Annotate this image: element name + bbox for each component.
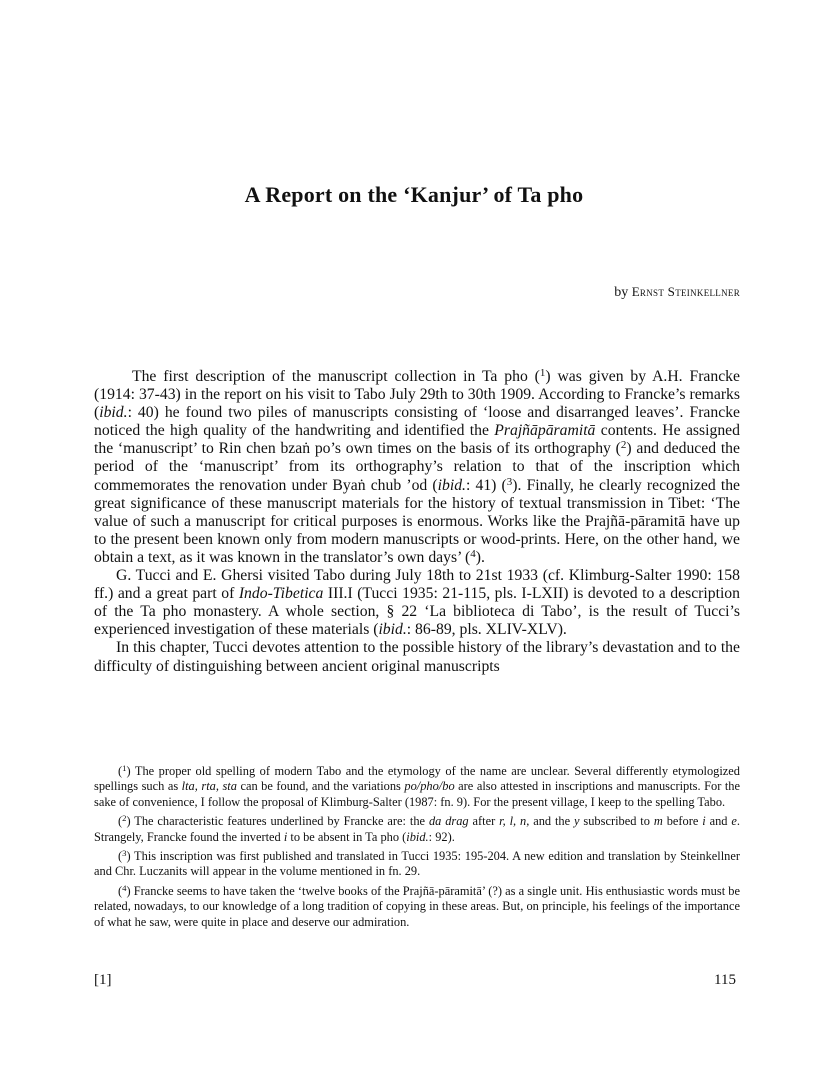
italic-text: i (702, 814, 706, 829)
note-ref: 2 (620, 439, 627, 452)
italic-text: Indo-Tibetica (238, 585, 324, 603)
article-title: A Report on the ‘Kanjur’ of Ta pho (244, 182, 584, 207)
footnotes (94, 764, 740, 934)
body-text (94, 368, 740, 676)
note-ref: 4 (122, 882, 127, 893)
byline (614, 284, 740, 301)
italic-text: e (731, 814, 737, 829)
paragraph-2: G. Tucci and E. Ghersi visited Tabo during July 18th to 21st 1933 (cf. Klimburg-Salter 1990: 158 ff.) and a great part of Indo-Tibetica III.I (Tucci 1935: 21-115, pls. I-LXII) is devoted to a description of the Ta pho monastery. A whole section, § 22 ‘La biblioteca di Tabo’, is the result of Tucci’s experienced investigation of these materials (ibid.: 86-89, pls. XLIV-XLV). (94, 567, 740, 639)
note-ref: 4 (470, 548, 476, 560)
italic-text: po/pho/bo (404, 779, 455, 794)
footnote-2: ($^2$) The characteristic features underlined by Francke are: the da drag after r, l, n, and the y subscribed to m before i and e. Strangely, Francke found the inverted i to be absent in Ta pho (ibid.: 92). (94, 813, 740, 844)
note-ref: 1 (539, 367, 546, 380)
note-ref: 2 (122, 813, 127, 824)
italic-text: ibid. (437, 476, 466, 494)
section-marker: [1] (94, 972, 112, 988)
note-ref: 3 (122, 848, 127, 859)
page-number: 115 (714, 972, 736, 988)
paragraph-3: In this chapter, Tucci devotes attention to the possible history of the library’s devastation and to the difficulty of distinguishing between ancient original manuscripts (94, 639, 740, 675)
italic-text: da drag (428, 814, 469, 829)
author-name: Ernst Steinkellner (631, 284, 740, 299)
paragraph-1: The first description of the manuscript collection in Ta pho ($^1$) was given by A.H. Francke (1914: 37-43) in the report on his visit to Tabo July 29th to 30th 1909. According to Francke’s remarks (ibid.: 40) he found two piles of manuscripts consisting of ‘loose and disarranged leaves’. Francke noticed the high quality of the handwriting and identified the Prajñāpāramitā contents. He assigned the ‘manuscript’ to Rin chen bzaṅ po’s own times on the basis of its orthography ($^2$) and deduced the period of the ‘manuscript’ from its orthography’s relation to that of the inscription which commemorates the renovation under Byaṅ chub ’od (ibid.: 41) ($^3$). Finally, he clearly recognized the great significance of these manuscript materials for the history of textual transmission in Tibet: ‘The value of such a manuscript for critical purposes is enormous. Works like the Prajñā-pāramitā have up to the present been known only from modern manuscripts or wood-prints. Here, on the other hand, we obtain a text, as it was known in the translator’s own days’ ($^4$). (94, 367, 741, 566)
note-ref: 3 (506, 475, 513, 488)
italic-text: ibid. (378, 621, 407, 639)
italic-text: ibid. (99, 404, 128, 422)
footnote-3: ($^3$) This inscription was first published and translated in Tucci 1935: 195-204. A new edition and translation by Steinkellner and Chr. Luczanits will appear in the volume mentioned in fn. 29. (94, 848, 740, 879)
italic-text: ibid. (406, 829, 429, 844)
italic-text: i (283, 829, 288, 844)
italic-text: y (574, 814, 580, 829)
footnote-1: ($^1$) The proper old spelling of modern Tabo and the etymology of the name are unclear. Several differently etymologized spellings such as lta, rta, sta can be found, and the variations po/pho/bo are also attested in inscriptions and manuscripts. For the sake of convenience, I follow the proposal of Klimburg-Salter (1987: fn. 9). For the present village, I keep to the spelling Tabo. (94, 763, 740, 809)
italic-text: Prajñāpāramitā (494, 422, 596, 440)
italic-text: lta, rta, sta (181, 779, 237, 794)
footnote-4: ($^4$) Francke seems to have taken the ‘twelve books of the Prajñā-pāramitā’ (?) as a single unit. His enthusiastic words must be related, nowadays, to our knowledge of a long tradition of copying in these areas. But, on principle, his feelings of the importance of what he saw, were quite in place and deserve our admiration. (94, 882, 740, 929)
byline-prefix: by (614, 285, 629, 300)
italic-text: r, l, n, (499, 814, 530, 829)
italic-text: m (653, 814, 663, 829)
note-ref: 1 (122, 763, 127, 774)
